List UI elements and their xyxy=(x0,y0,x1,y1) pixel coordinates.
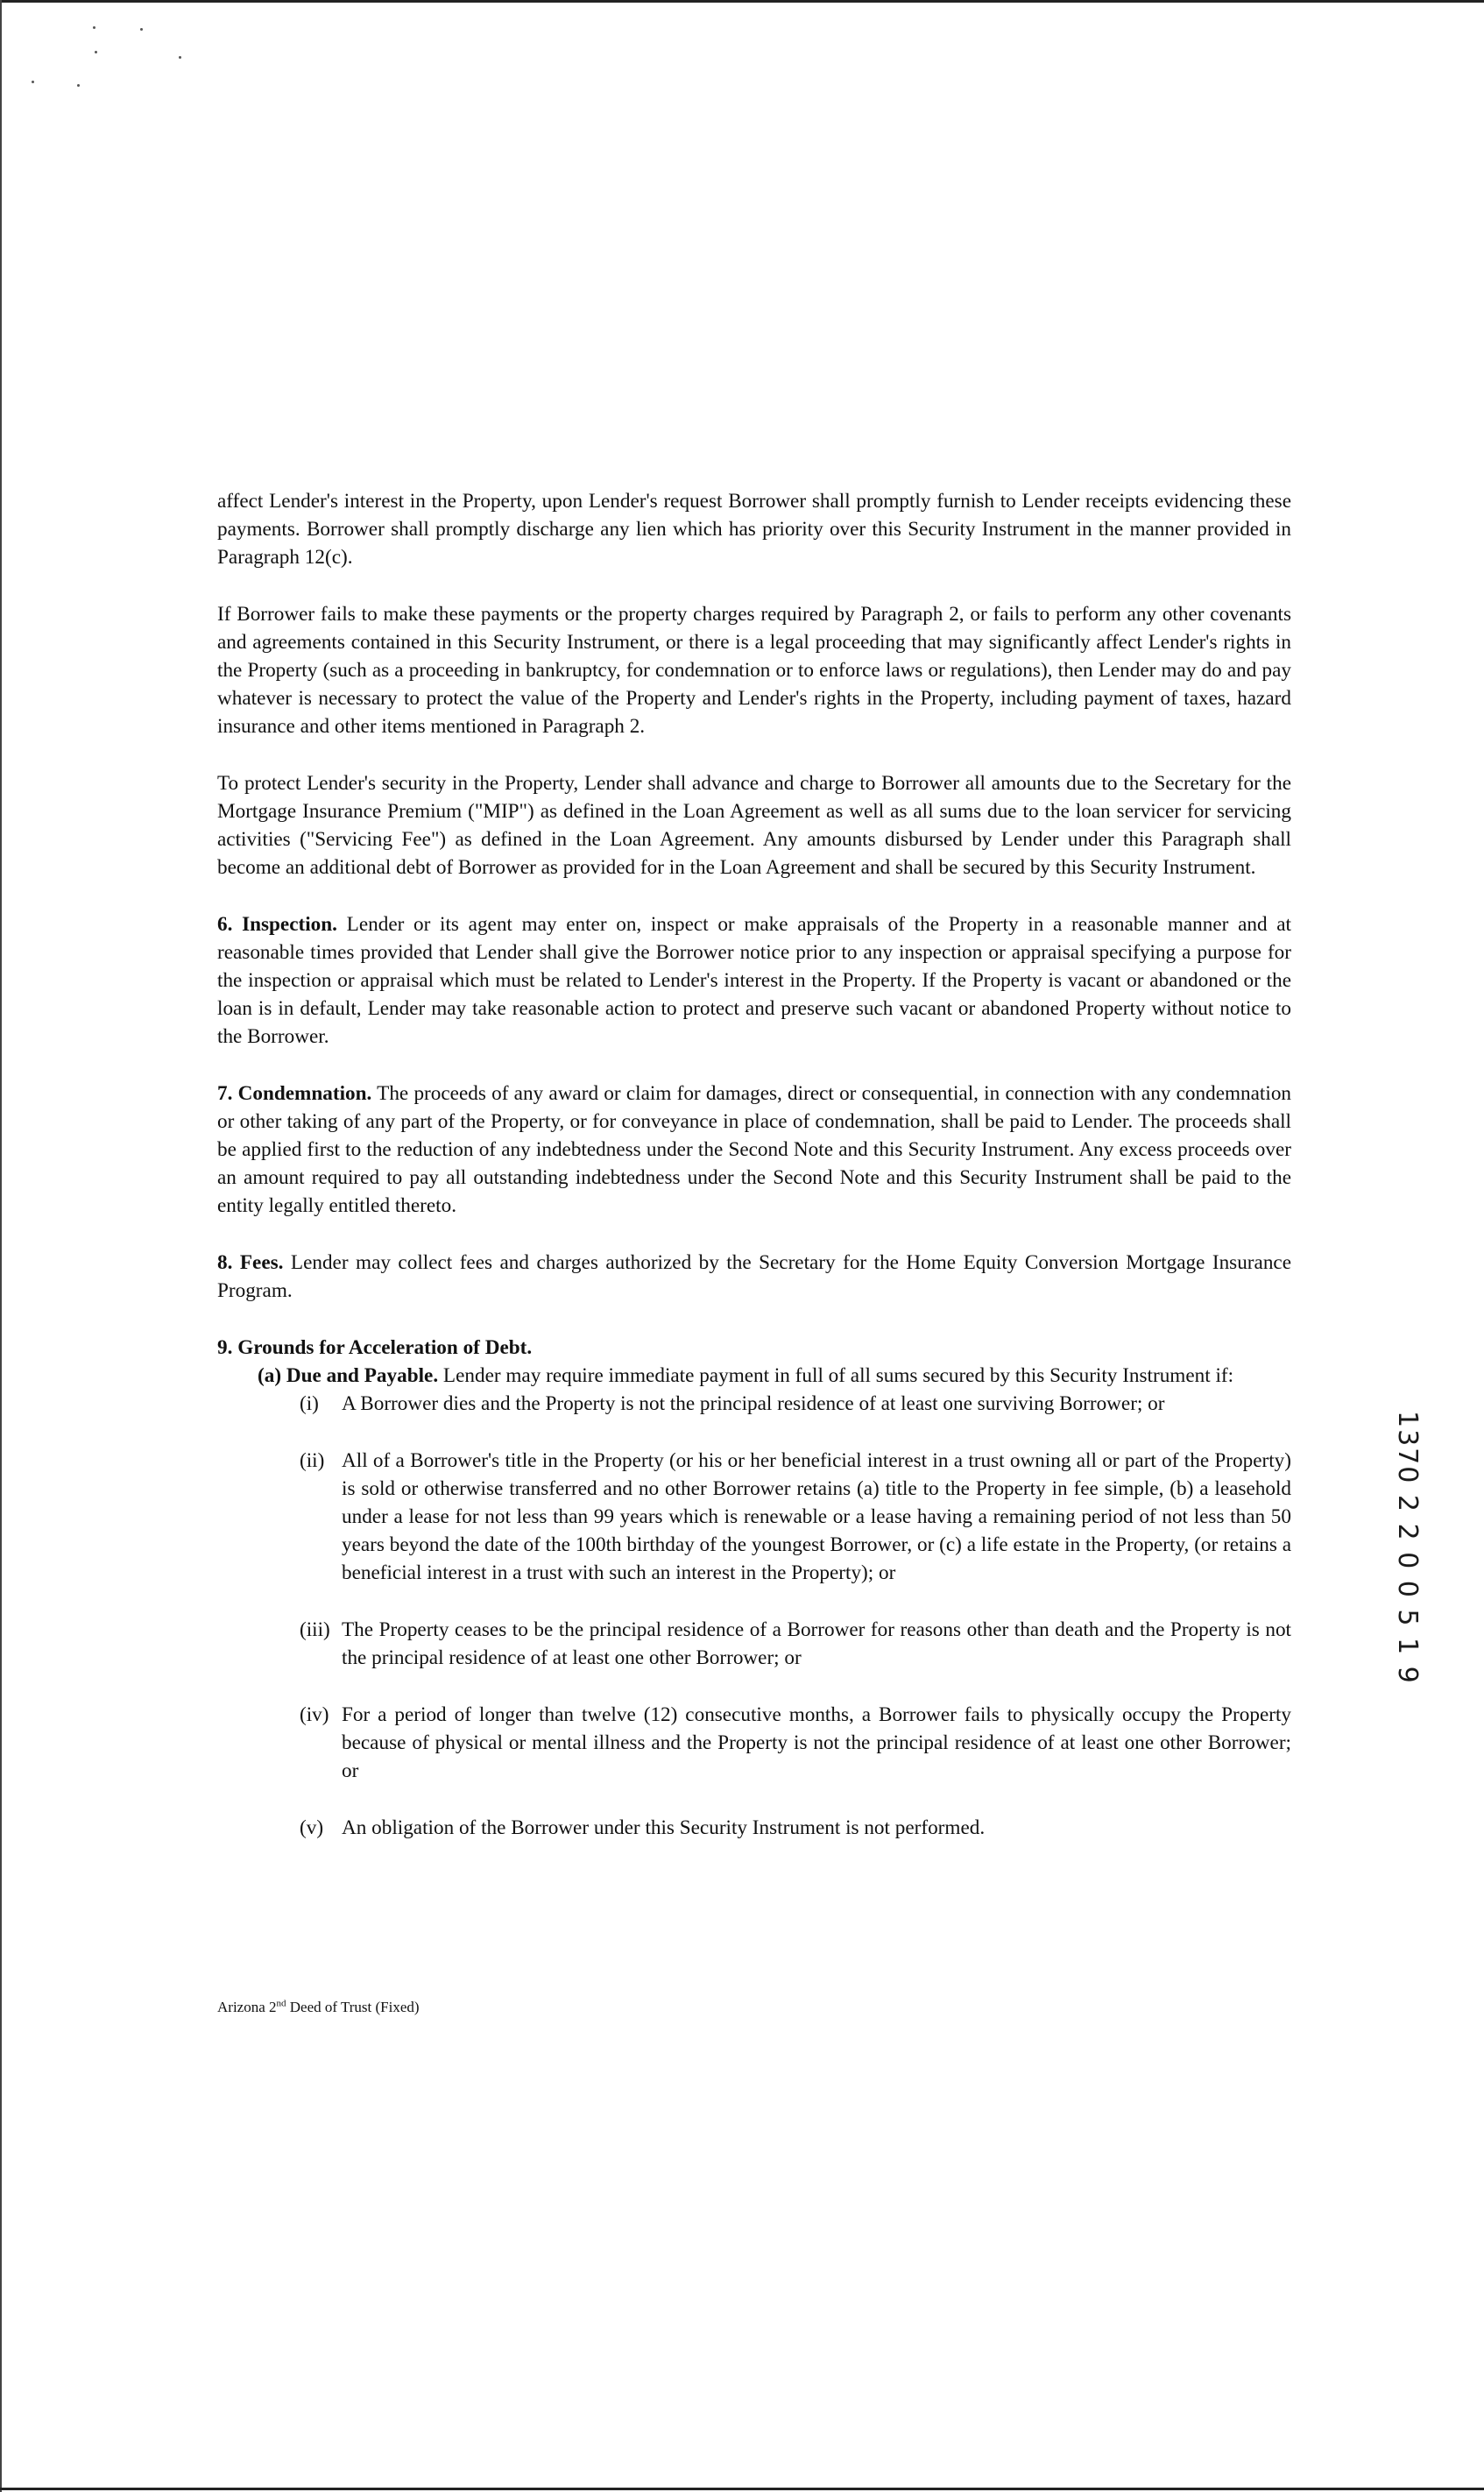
acceleration-item xyxy=(300,1814,1291,1842)
section-inspection xyxy=(217,910,1291,1051)
scan-speck xyxy=(95,51,97,53)
left-scan-edge xyxy=(0,0,2,2492)
acceleration-item-number: (i) xyxy=(300,1392,319,1415)
acceleration-item xyxy=(300,1616,1291,1672)
acceleration-item-number: (iv) xyxy=(300,1703,329,1726)
acceleration-item-text: All of a Borrower's title in the Property (or his or her beneficial interest in a trust owning all or part of the Property) is sold or otherwise transferred and no other Borrower retains (a) title to the Property in fee simple, (b) a leasehold under a lease for not less than 99 years which is renewable or a lease having a remaining period of not less than 50 years beyond the date of the 100th birthday of the youngest Borrower, or (c) a life estate in the Property, (or retains a beneficial interest in a trust with such an interest in the Property); or xyxy=(342,1449,1291,1584)
paragraph-lien-discharge: affect Lender's interest in the Property, upon Lender's request Borrower shall promptly furnish to Lender receipts evidencing these payments. Borrower shall promptly discharge any lien which has priority over this Security Instrument in the manner provided in Paragraph 12(c). xyxy=(217,490,1291,569)
section-inspection-heading: 6. Inspection. xyxy=(217,913,337,936)
paragraph-mip-servicing: To protect Lender's security in the Property, Lender shall advance and charge to Borrower all amounts due to the Secretary for the Mortgage Insurance Premium ("MIP") as defined in the Loan Agreement as well as all sums due to the loan servicer for servicing activities ("Servicing Fee") as defined in the Loan Agreement. Any amounts disbursed by Lender under this Paragraph shall become an additional debt of Borrower as provided for in the Loan Agreement and shall be secured by this Security Instrument. xyxy=(217,772,1291,879)
document-body xyxy=(217,487,1291,1871)
footer-superscript: nd xyxy=(276,1998,286,2009)
section-condemnation-heading: 7. Condemnation. xyxy=(217,1082,372,1105)
section-acceleration-heading: 9. Grounds for Acceleration of Debt. xyxy=(217,1336,533,1359)
acceleration-item-text: For a period of longer than twelve (12) consecutive months, a Borrower fails to physically occupy the Property because of physical or mental illness and the Property is not the principal residence of at least one other Borrower; or xyxy=(342,1703,1291,1782)
section-fees-heading: 8. Fees. xyxy=(217,1251,284,1274)
paragraph-lender-protection: If Borrower fails to make these payments or the property charges required by Paragraph 2, or fails to perform any other covenants and agreements contained in this Security Instrument, or there is a legal proceeding that may significantly affect Lender's rights in the Property (such as a proceeding in bankruptcy, for condemnation or to enforce laws or regulations), then Lender may do and pay whatever is necessary to protect the value of the Property and Lender's rights in the Property, including payment of taxes, hazard insurance and other items mentioned in Paragraph 2. xyxy=(217,603,1291,738)
bottom-scan-edge xyxy=(0,2488,1484,2490)
section-fees xyxy=(217,1249,1291,1305)
acceleration-item xyxy=(300,1701,1291,1785)
scan-speck xyxy=(179,56,181,59)
page-footer xyxy=(217,1998,420,2017)
subsection-due-payable-heading: (a) Due and Payable. xyxy=(258,1364,439,1387)
subsection-due-payable-text: Lender may require immediate payment in full of all sums secured by this Security Instrument if: xyxy=(438,1364,1234,1387)
scan-speck xyxy=(140,28,143,31)
acceleration-item-number: (v) xyxy=(300,1816,324,1839)
section-inspection-text: Lender or its agent may enter on, inspect or make appraisals of the Property in a reasonable manner and at reasonable times provided that Lender shall give the Borrower notice prior to any inspection or appraisal specifying a purpose for the inspection or appraisal which must be related to Lender's interest in the Property. If the Property is vacant or abandoned or the loan is in default, Lender may take reasonable action to protect and preserve such vacant or abandoned Property without notice to the Borrower. xyxy=(217,913,1291,1048)
scan-speck xyxy=(32,81,34,83)
acceleration-item xyxy=(300,1390,1291,1418)
footer-suffix: Deed of Trust (Fixed) xyxy=(286,1999,420,2015)
acceleration-item-number: (iii) xyxy=(300,1618,330,1641)
acceleration-item-number: (ii) xyxy=(300,1449,325,1472)
acceleration-item-text: A Borrower dies and the Property is not the principal residence of at least one surviving Borrower; or xyxy=(342,1392,1165,1415)
recording-number-stamp: 1370 2 2 0 0 5 1 9 xyxy=(1392,1411,1423,1685)
footer-prefix: Arizona 2 xyxy=(217,1999,277,2015)
section-fees-text: Lender may collect fees and charges authorized by the Secretary for the Home Equity Conversion Mortgage Insurance Program. xyxy=(217,1251,1291,1302)
top-scan-edge xyxy=(0,0,1484,3)
acceleration-item xyxy=(300,1447,1291,1587)
subsection-due-payable xyxy=(258,1362,1291,1390)
acceleration-item-text: The Property ceases to be the principal residence of a Borrower for reasons other than death and the Property is not the principal residence of at least one other Borrower; or xyxy=(342,1618,1291,1669)
scan-speck xyxy=(77,84,80,87)
scan-speck xyxy=(93,26,95,29)
section-condemnation-text: The proceeds of any award or claim for damages, direct or consequential, in connection with any condemnation or other taking of any part of the Property, or for conveyance in place of condemnation, shall be paid to Lender. The proceeds shall be applied first to the reduction of any indebtedness under the Second Note and this Security Instrument. Any excess proceeds over an amount required to pay all outstanding indebtedness under the Second Note and this Security Instrument shall be paid to the entity legally entitled thereto. xyxy=(217,1082,1292,1217)
section-condemnation xyxy=(217,1080,1291,1220)
acceleration-item-text: An obligation of the Borrower under this Security Instrument is not performed. xyxy=(342,1816,986,1839)
